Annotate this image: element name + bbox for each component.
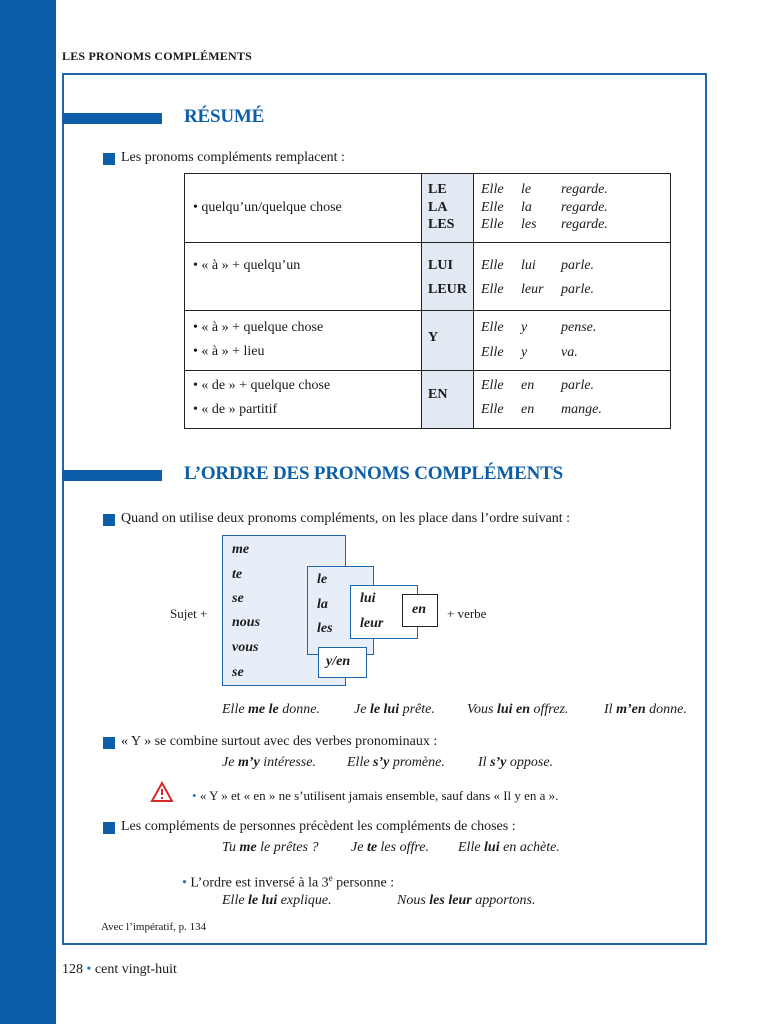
inverse-rule-text: • L’ordre est inversé à la 3e personne : <box>182 873 395 891</box>
diagram-word: te <box>232 567 243 582</box>
diagram-word: vous <box>232 640 259 655</box>
example-verb: regarde. <box>561 182 608 197</box>
personnes-text: Les compléments de personnes précèdent les compléments de choses : <box>121 819 516 834</box>
example-subject: Elle <box>481 200 504 215</box>
y-rule-text: « Y » se combine surtout avec des verbes pronominaux : <box>121 734 438 749</box>
page-footer <box>62 962 177 978</box>
example-subject: Elle <box>481 320 504 335</box>
inverse-example: Elle le lui explique. <box>222 893 332 908</box>
page-number-words: cent vingt-huit <box>94 962 177 977</box>
diagram-word: nous <box>232 615 261 630</box>
personnes-example: Je te les offre. <box>351 840 430 855</box>
example-verb: regarde. <box>561 200 608 215</box>
personnes-example: Elle lui en achète. <box>458 840 560 855</box>
y-rule-example: Elle s’y promène. <box>347 755 445 770</box>
ordre-example: Je le lui prête. <box>354 702 435 717</box>
diagram-word: le <box>317 572 328 587</box>
section-title-resume: RÉSUMÉ <box>184 106 265 127</box>
example-pronoun: les <box>521 217 537 232</box>
diagram-word: y/en <box>326 654 351 669</box>
example-subject: Elle <box>481 345 504 360</box>
bullet-dot: • <box>86 962 92 977</box>
warning-text: • « Y » et « en » ne s’utilisent jamais ensemble, sauf dans « Il y en a ». <box>192 788 559 803</box>
example-verb: parle. <box>561 378 595 393</box>
example-pronoun: le <box>521 182 532 197</box>
example-pronoun: y <box>521 320 528 335</box>
table-cell-usage: • « de » partitif <box>193 402 278 417</box>
row-divider <box>185 310 670 311</box>
running-title: LES PRONOMS COMPLÉMENTS <box>62 49 252 63</box>
section-bar <box>62 113 162 124</box>
ordre-example: Elle me le donne. <box>222 702 320 717</box>
example-verb: regarde. <box>561 217 608 232</box>
diagram-word: me <box>232 542 250 557</box>
table-cell-pronoun: LEUR <box>428 282 467 297</box>
example-verb: va. <box>561 345 578 360</box>
row-divider <box>185 370 670 371</box>
square-bullet <box>103 737 115 749</box>
diagram-word: la <box>317 597 328 612</box>
bullet-dot: • <box>192 788 200 803</box>
example-subject: Elle <box>481 282 504 297</box>
example-verb: mange. <box>561 402 602 417</box>
row-divider <box>185 242 670 243</box>
example-verb: parle. <box>561 258 595 273</box>
example-subject: Elle <box>481 258 504 273</box>
square-bullet <box>103 514 115 526</box>
diagram-box-indirect-leur: leur <box>360 616 384 631</box>
inverse-example: Nous les leur apportons. <box>397 893 536 908</box>
diagram-sujet: Sujet + <box>170 606 208 621</box>
example-subject: Elle <box>481 182 504 197</box>
example-pronoun: la <box>521 200 532 215</box>
section-bar <box>62 470 162 481</box>
example-pronoun: en <box>521 402 535 417</box>
table-cell-usage: • « à » + lieu <box>193 344 265 359</box>
ordre-example: Il m’en donne. <box>604 702 687 717</box>
side-color-bar <box>0 0 56 1024</box>
example-pronoun: lui <box>521 258 536 273</box>
example-verb: parle. <box>561 282 595 297</box>
example-pronoun: en <box>521 378 535 393</box>
table-cell-pronoun: LUI <box>428 258 453 273</box>
example-verb: pense. <box>561 320 597 335</box>
example-subject: Elle <box>481 378 504 393</box>
table-cell-pronoun: Y <box>428 330 439 345</box>
resume-intro: Les pronoms compléments remplacent : <box>121 150 345 165</box>
ordre-intro: Quand on utilise deux pronoms compléments, on les place dans l’ordre suivant : <box>121 511 571 526</box>
square-bullet <box>103 153 115 165</box>
example-subject: Elle <box>481 402 504 417</box>
table-cell-pronoun: LA <box>428 200 448 215</box>
table-cell-usage: • quelqu’un/quelque chose <box>193 200 342 215</box>
example-pronoun: y <box>521 345 528 360</box>
diagram-word: les <box>317 621 333 636</box>
table-cell-usage: • « à » + quelqu’un <box>193 258 301 273</box>
y-rule-example: Il s’y oppose. <box>478 755 554 770</box>
warning-icon <box>150 781 174 803</box>
diagram-word: lui <box>360 591 376 606</box>
ordre-example: Vous lui en offrez. <box>467 702 569 717</box>
table-cell-usage: • « de » + quelque chose <box>193 378 331 393</box>
diagram-word: se <box>232 591 244 606</box>
personnes-example: Tu me le prêtes ? <box>222 840 319 855</box>
example-subject: Elle <box>481 217 504 232</box>
y-rule-example: Je m’y intéresse. <box>222 755 316 770</box>
cross-reference-note: Avec l’impératif, p. 134 <box>101 921 207 933</box>
table-cell-pronoun: EN <box>428 387 448 402</box>
section-title-ordre: L’ORDRE DES PRONOMS COMPLÉMENTS <box>184 463 563 484</box>
summary-table <box>184 173 671 429</box>
page-number: 128 <box>62 962 83 977</box>
diagram-word: en <box>412 602 426 617</box>
square-bullet <box>103 822 115 834</box>
table-cell-pronoun: LES <box>428 217 455 232</box>
example-pronoun: leur <box>521 282 544 297</box>
bullet-dot: • <box>182 875 191 891</box>
table-cell-pronoun: LE <box>428 182 447 197</box>
diagram-verbe: + verbe <box>447 606 487 621</box>
table-cell-usage: • « à » + quelque chose <box>193 320 324 335</box>
diagram-word: se <box>232 665 244 680</box>
